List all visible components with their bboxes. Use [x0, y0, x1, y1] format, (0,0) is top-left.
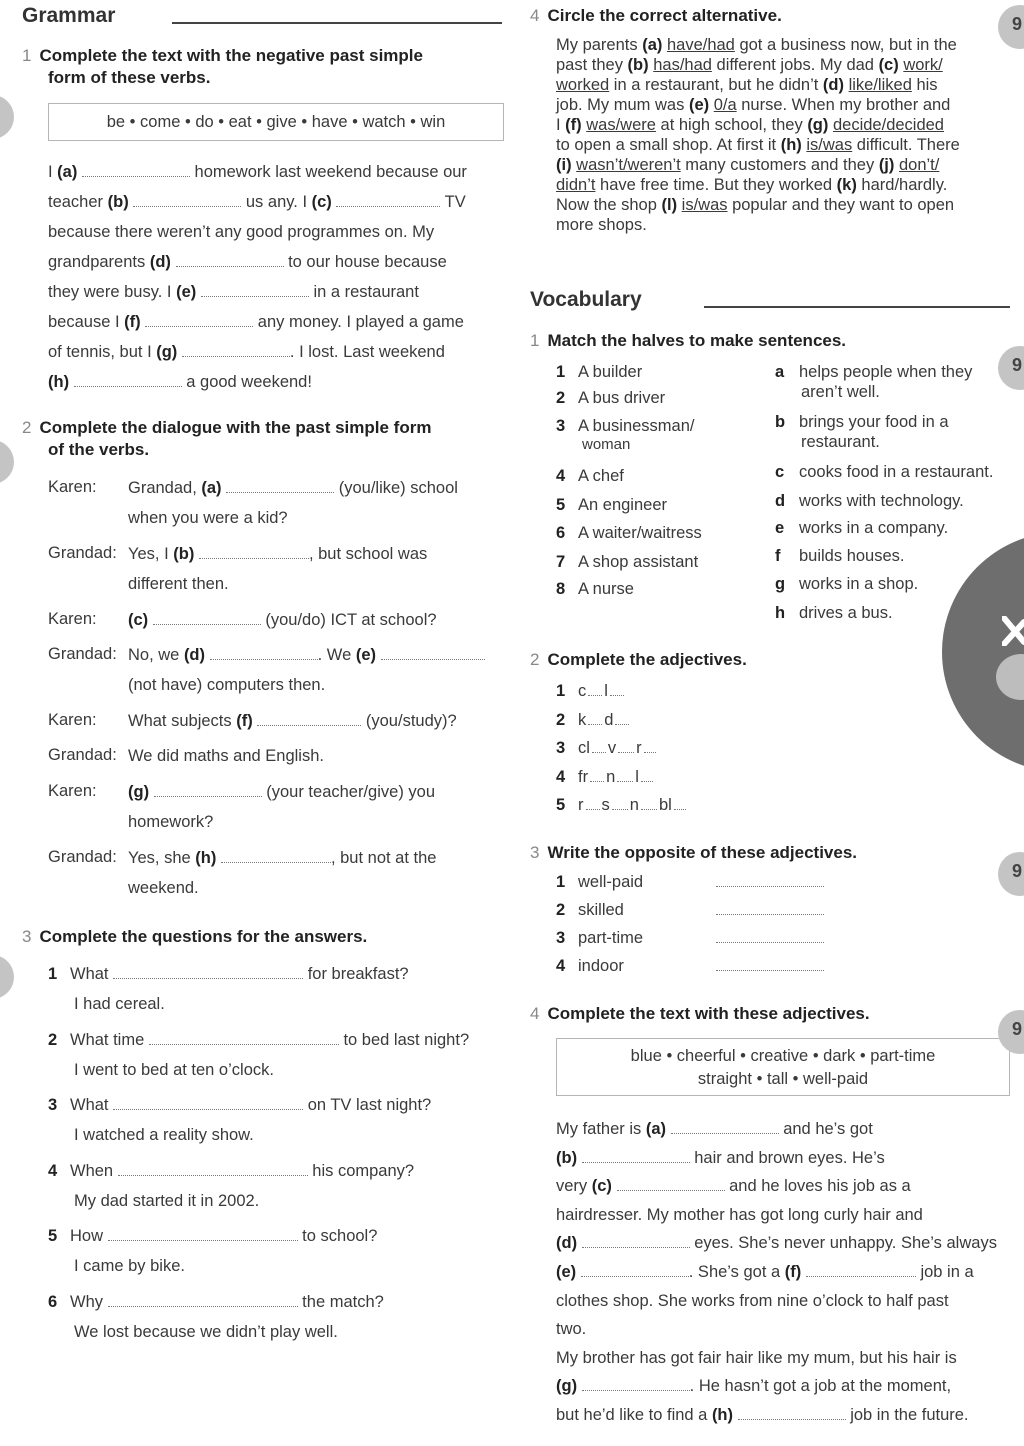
- gap-letter: (d): [149, 253, 171, 271]
- blank[interactable]: [113, 964, 303, 979]
- blank[interactable]: [118, 1161, 308, 1176]
- text-line: of tennis, but I (g) . I lost. Last weekend: [48, 343, 445, 361]
- adjective-item: [556, 767, 655, 787]
- item-number: 1: [556, 363, 566, 381]
- item-letter: c: [775, 463, 785, 481]
- dialogue-line: We did maths and English.: [128, 747, 324, 765]
- g-ex1-instruction: 1 Complete the text with the negative past simple form of these verbs.: [22, 46, 423, 87]
- answer-line: I came by bike.: [74, 1257, 185, 1275]
- dialogue-line: No, we (d) . We (e): [128, 645, 485, 665]
- ending-item[interactable]: c cooks food in a restaurant.: [775, 463, 994, 481]
- text-line: clothes shop. She works from nine o’clock to half past: [556, 1291, 949, 1310]
- letter-fragment: l: [604, 682, 608, 700]
- blank[interactable]: [153, 610, 261, 625]
- item-letter: b: [775, 413, 786, 431]
- gap-letter: (e): [556, 1263, 577, 1281]
- gap-letter: (e): [176, 283, 197, 301]
- blank[interactable]: [226, 478, 334, 493]
- ending-item-cont: aren’t well.: [801, 383, 880, 401]
- grammar-heading: Grammar: [22, 4, 116, 27]
- gap-letter: (c): [311, 193, 332, 211]
- blank[interactable]: [82, 162, 190, 177]
- text-line: (e) . She’s got a (f) job in a: [556, 1263, 974, 1281]
- letter-fragment: n: [629, 796, 639, 814]
- text-line: two.: [556, 1320, 587, 1339]
- item-letter: g: [775, 575, 786, 593]
- gap-letter: (d): [556, 1234, 578, 1253]
- blank[interactable]: [615, 710, 629, 725]
- gap-letter: (b): [556, 1148, 578, 1167]
- letter-fragment: n: [606, 767, 616, 786]
- adjective-item: [556, 681, 626, 701]
- blank[interactable]: [74, 372, 182, 387]
- item-number: 4: [48, 1161, 58, 1180]
- left-edge-tab: [0, 440, 14, 484]
- text-line: I (a) homework last weekend because our: [48, 163, 467, 181]
- left-edge-tab: [0, 955, 14, 999]
- blank[interactable]: [149, 1030, 339, 1045]
- blank[interactable]: [592, 738, 606, 753]
- item-number: 8: [556, 580, 566, 598]
- adjective-item: [556, 738, 658, 758]
- text-line: teacher (b) us any. I (c) TV: [48, 193, 466, 211]
- blank[interactable]: [586, 795, 600, 810]
- item-number: 1: [556, 873, 566, 891]
- opposite-item: 2 skilled: [556, 901, 624, 919]
- text-line: (h) a good weekend!: [48, 373, 312, 391]
- text-line: My father is (a) and he’s got: [556, 1120, 873, 1138]
- letter-fragment: r: [636, 739, 642, 757]
- ending-item[interactable]: h drives a bus.: [775, 604, 893, 622]
- item-number: 4: [556, 957, 566, 975]
- v-ex2-instruction: 2 Complete the adjectives.: [530, 650, 747, 669]
- speaker-karen: Karen:: [48, 782, 97, 800]
- overlay-control-circle[interactable]: [942, 532, 1024, 772]
- g-ex4-text: My parents (a) have/had got a business now, but in the past they (b) has/had different jobs. My dad (c) work/ worked in a restaurant, but he didn’t (d) like/liked his job. My mum was (e) 0/a nurse. When my brother and I (f) was/were at high school, they (g) decide/decided to open a small shop. At first it (h) is/was difficult. There (i) wasn’t/weren’t many customers and they (j) don’t/ didn’t have free time. But they worked (k) hard/hardly. Now the shop (l) is/was popular and they want to open more shops.: [556, 36, 960, 234]
- item-number: 4: [556, 767, 566, 786]
- dialogue-line: weekend.: [128, 879, 199, 897]
- left-edge-tab: [0, 95, 14, 139]
- job-item[interactable]: 5 An engineer: [556, 496, 667, 514]
- g-ex2-instruction: 2 Complete the dialogue with the past simple form of the verbs.: [22, 418, 432, 459]
- ending-item[interactable]: d works with technology.: [775, 492, 964, 510]
- letter-fragment: fr: [578, 767, 589, 786]
- question-line: 1 What for breakfast?: [48, 965, 409, 983]
- item-number: 5: [48, 1227, 58, 1245]
- job-item[interactable]: 1 A builder: [556, 363, 643, 381]
- g-ex1-word-box: be • come • do • eat • give • have • watch • win: [48, 103, 504, 141]
- tab-mark: 9: [1012, 14, 1023, 34]
- gap-letter: (f): [124, 313, 141, 331]
- letter-fragment: r: [578, 796, 584, 814]
- opposite-item: 1 well-paid: [556, 873, 644, 891]
- gap-letter: (g): [556, 1377, 578, 1396]
- item-letter: e: [775, 519, 785, 537]
- adjective-item: [556, 710, 631, 730]
- blank[interactable]: [182, 342, 290, 357]
- blank[interactable]: [582, 1148, 690, 1163]
- gap-letter: (a): [645, 1120, 667, 1138]
- option-b[interactable]: has/had: [653, 56, 712, 74]
- blank[interactable]: [641, 767, 653, 782]
- answer-line: I had cereal.: [74, 995, 165, 1013]
- ending-item[interactable]: e works in a company.: [775, 519, 949, 537]
- question-line: 2 What time to bed last night?: [48, 1030, 470, 1049]
- letter-fragment: cl: [578, 739, 590, 757]
- ending-item[interactable]: g works in a shop.: [775, 575, 919, 593]
- letter-fragment: v: [607, 739, 617, 757]
- item-number: 2: [556, 710, 566, 729]
- text-line: they were busy. I (e) in a restaurant: [48, 283, 419, 301]
- item-number: 6: [48, 1292, 58, 1311]
- blank[interactable]: [581, 1262, 689, 1277]
- blank[interactable]: [618, 738, 634, 753]
- tab-mark: 9: [1012, 1019, 1023, 1039]
- text-line: (g) . He hasn’t got a job at the moment,: [556, 1377, 952, 1396]
- question-line: 4 When his company?: [48, 1161, 415, 1180]
- g-ex4-instruction: 4 Circle the correct alternative.: [530, 6, 782, 25]
- dialogue-line: different then.: [128, 575, 229, 593]
- job-item[interactable]: 2 A bus driver: [556, 389, 666, 407]
- blank[interactable]: [108, 1226, 298, 1241]
- dialogue-line: Grandad, (a) (you/like) school: [128, 479, 458, 497]
- ending-item[interactable]: a helps people when they: [775, 363, 973, 381]
- dialogue-line: homework?: [128, 813, 214, 831]
- answer-line: I went to bed at ten o’clock.: [74, 1060, 274, 1079]
- answer-line: I watched a reality show.: [74, 1126, 254, 1144]
- blank[interactable]: [201, 282, 309, 297]
- g-ex3-instruction: 3 Complete the questions for the answers.: [22, 927, 368, 946]
- letter-fragment: k: [578, 710, 587, 729]
- blank[interactable]: [610, 681, 624, 696]
- blank[interactable]: [381, 645, 485, 660]
- tab-mark: 9: [1012, 861, 1023, 881]
- text-line: hairdresser. My mother has got long curly hair and: [556, 1205, 923, 1224]
- blank[interactable]: [221, 848, 331, 863]
- v-ex1-instruction: 1 Match the halves to make sentences.: [530, 331, 847, 350]
- letter-fragment: l: [635, 767, 639, 786]
- blank[interactable]: [133, 192, 241, 207]
- option-c[interactable]: worked: [556, 76, 610, 94]
- vocabulary-heading: Vocabulary: [530, 288, 642, 311]
- item-number: 6: [556, 524, 566, 542]
- gap-letter: (h): [711, 1406, 734, 1424]
- text-line: because there weren’t any good programmes on. My: [48, 223, 435, 241]
- dialogue-line: when you were a kid?: [128, 509, 288, 527]
- option-k[interactable]: hard/hardly: [861, 176, 943, 194]
- blank[interactable]: [671, 1119, 779, 1134]
- text-line: (d) eyes. She’s never unhappy. She’s always: [556, 1234, 997, 1253]
- text-line: very (c) and he loves his job as a: [556, 1177, 911, 1196]
- answer-line: We lost because we didn’t play well.: [74, 1322, 338, 1341]
- option-l[interactable]: is/was: [681, 196, 728, 214]
- option-e[interactable]: 0/a: [713, 96, 737, 114]
- gap-letter: (f): [784, 1263, 802, 1281]
- gap-letter: (c): [591, 1177, 612, 1196]
- blank[interactable]: [806, 1262, 916, 1277]
- blank[interactable]: [716, 956, 824, 971]
- job-item[interactable]: 8 A nurse: [556, 580, 634, 598]
- item-letter: f: [775, 547, 781, 565]
- text-line: but he’d like to find a (h) job in the future.: [556, 1406, 969, 1424]
- v-ex4-instruction: 4 Complete the text with these adjectives.: [530, 1004, 870, 1023]
- question-line: 6 Why the match?: [48, 1292, 384, 1311]
- gap-letter: (h): [48, 373, 70, 391]
- speaker-karen: Karen:: [48, 610, 97, 628]
- job-item[interactable]: 7 A shop assistant: [556, 553, 699, 571]
- blank[interactable]: [674, 795, 686, 810]
- speaker-grandad: Grandad:: [48, 848, 117, 866]
- question-line: 5 How to school?: [48, 1227, 378, 1245]
- v-ex3-instruction: 3 Write the opposite of these adjectives.: [530, 843, 858, 862]
- blank[interactable]: [582, 1233, 690, 1248]
- close-icon[interactable]: [1002, 616, 1024, 646]
- item-number: 3: [556, 417, 566, 435]
- blank[interactable]: [176, 252, 284, 267]
- blank[interactable]: [617, 767, 633, 782]
- option-g[interactable]: decide/decided: [832, 116, 944, 134]
- blank[interactable]: [108, 1292, 298, 1307]
- blank[interactable]: [257, 711, 361, 726]
- option-j[interactable]: didn’t: [556, 176, 596, 194]
- ending-item-cont: restaurant.: [801, 433, 880, 451]
- item-number: 4: [556, 467, 566, 485]
- dialogue-line: What subjects (f) (you/study)?: [128, 712, 457, 730]
- blank[interactable]: [588, 710, 602, 725]
- dialogue-line: Yes, she (h) , but not at the: [128, 849, 437, 867]
- vocabulary-heading-rule: [704, 306, 1010, 308]
- dialogue-line: (not have) computers then.: [128, 676, 326, 694]
- blank[interactable]: [210, 645, 318, 660]
- job-item-cont: woman: [582, 436, 631, 453]
- blank[interactable]: [113, 1095, 303, 1110]
- option-c[interactable]: work/: [903, 56, 943, 74]
- blank[interactable]: [199, 544, 309, 559]
- question-line: 3 What on TV last night?: [48, 1096, 432, 1114]
- item-number: 3: [48, 1096, 58, 1114]
- item-number: 5: [556, 496, 566, 514]
- item-letter: d: [775, 492, 786, 510]
- text-line: grandparents (d) to our house because: [48, 253, 447, 271]
- blank[interactable]: [641, 795, 657, 810]
- blank[interactable]: [588, 681, 602, 696]
- speaker-grandad: Grandad:: [48, 645, 117, 663]
- gap-letter: (a): [57, 163, 78, 181]
- blank[interactable]: [716, 900, 824, 915]
- text-line: My brother has got fair hair like my mum, but his hair is: [556, 1348, 957, 1367]
- text-line: (b) hair and brown eyes. He’s: [556, 1148, 885, 1167]
- letter-fragment: bl: [658, 796, 672, 814]
- blank[interactable]: [644, 738, 656, 753]
- option-h[interactable]: is/was: [806, 136, 853, 154]
- item-letter: h: [775, 604, 786, 622]
- item-number: 3: [556, 929, 566, 947]
- blank[interactable]: [716, 872, 824, 887]
- option-f[interactable]: was/were: [586, 116, 656, 134]
- tab-mark: 9: [1012, 355, 1023, 375]
- job-item[interactable]: 4 A chef: [556, 467, 624, 485]
- speaker-karen: Karen:: [48, 478, 97, 496]
- item-letter: a: [775, 363, 785, 381]
- answer-line: My dad started it in 2002.: [74, 1191, 260, 1210]
- gap-letter: (b): [107, 193, 129, 211]
- opposite-item: 4 indoor: [556, 957, 624, 975]
- item-number: 2: [48, 1030, 58, 1049]
- speaker-grandad: Grandad:: [48, 746, 117, 764]
- blank[interactable]: [154, 782, 262, 797]
- item-number: 2: [556, 389, 566, 407]
- option-d[interactable]: like/liked: [848, 76, 912, 94]
- letter-fragment: c: [578, 682, 587, 700]
- letter-fragment: d: [604, 710, 614, 729]
- ending-item[interactable]: f builds houses.: [775, 547, 905, 565]
- blank[interactable]: [145, 312, 253, 327]
- item-number: 7: [556, 553, 566, 571]
- speaker-karen: Karen:: [48, 711, 97, 729]
- text-line: because I (f) any money. I played a game: [48, 313, 464, 331]
- dialogue-line: (c) (you/do) ICT at school?: [128, 611, 437, 629]
- grammar-heading-rule: [172, 22, 502, 24]
- v-ex4-word-box: blue • cheerful • creative • dark • part-time straight • tall • well-paid: [556, 1038, 1010, 1096]
- letter-fragment: s: [601, 796, 610, 814]
- ending-item[interactable]: b brings your food in a: [775, 413, 949, 431]
- item-number: 5: [556, 796, 566, 814]
- blank[interactable]: [716, 928, 824, 943]
- dialogue-line: Yes, I (b) , but school was: [128, 545, 428, 563]
- blank[interactable]: [336, 192, 440, 207]
- blank[interactable]: [617, 1176, 725, 1191]
- option-a[interactable]: have/had: [666, 36, 735, 54]
- item-number: 3: [556, 739, 566, 757]
- blank[interactable]: [590, 767, 604, 782]
- option-i[interactable]: wasn’t/weren’t: [576, 156, 681, 174]
- adjective-item: [556, 795, 688, 815]
- job-item[interactable]: 3 A businessman/: [556, 417, 695, 435]
- opposite-item: 3 part-time: [556, 929, 644, 947]
- blank[interactable]: [582, 1376, 690, 1391]
- item-number: 2: [556, 901, 566, 919]
- dialogue-line: (g) (your teacher/give) you: [128, 783, 436, 801]
- item-number: 1: [556, 682, 566, 700]
- gap-letter: (g): [156, 343, 178, 361]
- option-j[interactable]: don’t/: [898, 156, 940, 174]
- blank[interactable]: [612, 795, 628, 810]
- item-number: 1: [48, 965, 58, 983]
- speaker-grandad: Grandad:: [48, 544, 117, 562]
- blank[interactable]: [738, 1405, 846, 1420]
- job-item[interactable]: 6 A waiter/waitress: [556, 524, 702, 542]
